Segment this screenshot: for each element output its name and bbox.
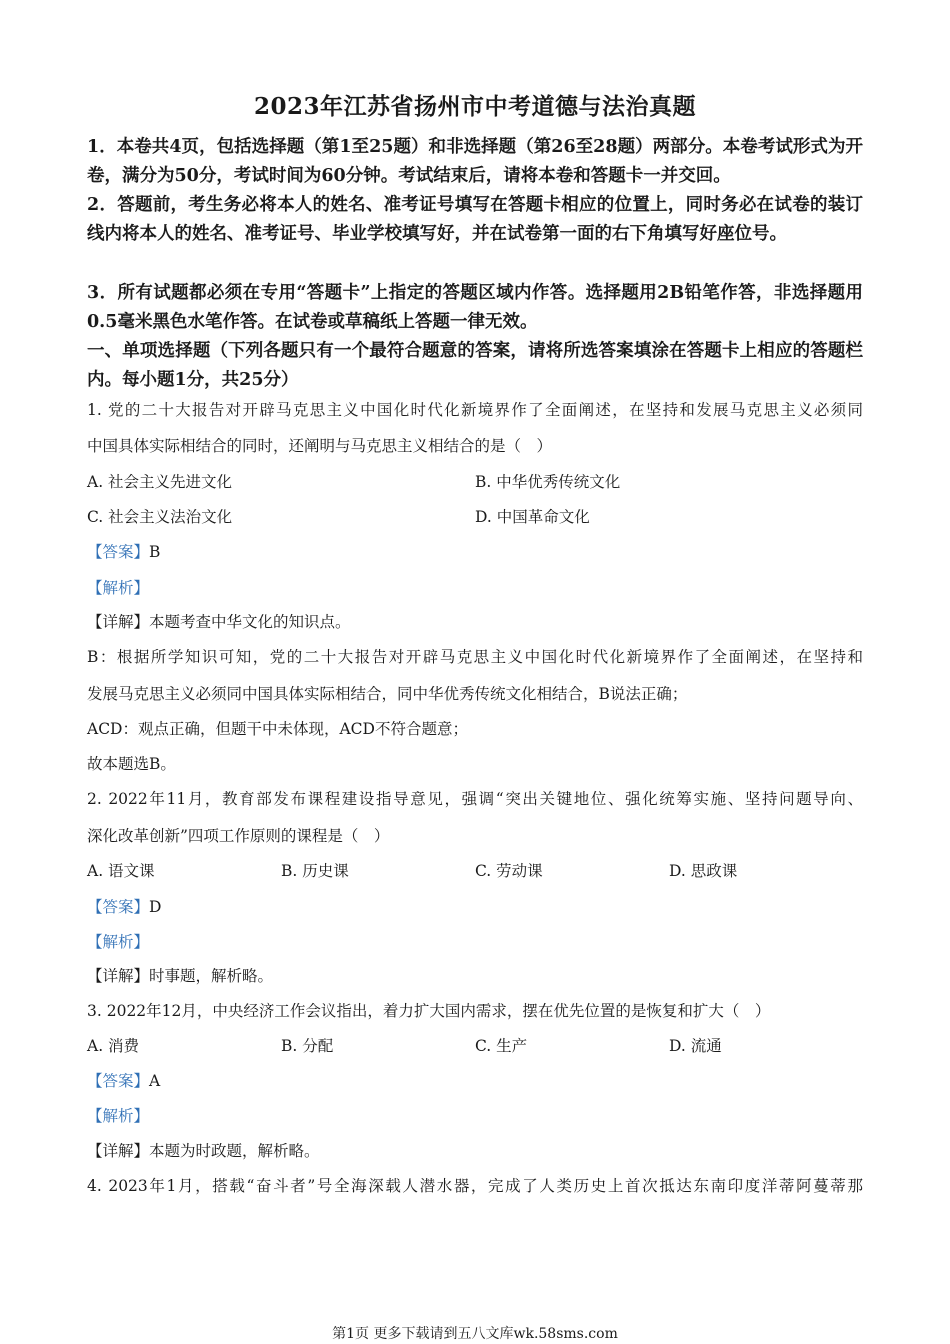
q2-option-d: D. 思政课 xyxy=(669,862,738,880)
q2-analysis xyxy=(87,932,149,952)
q1-explanation-line3: ACD：观点正确，但题干中未体现，ACD不符合题意； xyxy=(87,720,468,738)
detail-label: 【详解】 xyxy=(87,967,150,985)
analysis-label: 【解析】 xyxy=(87,579,150,597)
answer-label: 【答案】 xyxy=(87,898,150,916)
q2-option-a: A. 语文课 xyxy=(87,862,155,880)
notice-3: 3．所有试题都必须在专用“答题卡”上指定的答题区域内作答。选择题用2B铅笔作答，非选择题用0.5毫米黑色水笔作答。在试卷或草稿纸上答题一律无效。 xyxy=(87,283,863,332)
q3-analysis xyxy=(87,1106,149,1126)
analysis-label: 【解析】 xyxy=(87,933,150,951)
q2-answer-value: D xyxy=(149,898,162,916)
page-title: 2023年江苏省扬州市中考道德与法治真题 xyxy=(253,93,696,120)
q4-stem-line1: 4. 2023年1月，搭载“奋斗者”号全海深载人潜水器，完成了人类历史上首次抵达东南印度洋蒂阿蔓蒂那 xyxy=(87,1177,863,1195)
q1-option-b: B. 中华优秀传统文化 xyxy=(475,473,621,491)
q3-detail xyxy=(87,1141,320,1161)
detail-label: 【详解】 xyxy=(87,613,150,631)
q1-option-a: A. 社会主义先进文化 xyxy=(87,473,233,491)
q1-detail xyxy=(87,612,351,632)
q3-option-b: B. 分配 xyxy=(281,1037,334,1055)
q1-option-c: C. 社会主义法治文化 xyxy=(87,508,233,526)
notice-2: 2．答题前，考生务必将本人的姓名、准考证号填写在答题卡相应的位置上，同时务必在试卷的装订线内将本人的姓名、准考证号、毕业学校填写好，并在试卷第一面的右下角填写好座位号。 xyxy=(87,195,863,244)
q3-stem-line1: 3. 2022年12月，中央经济工作会议指出，着力扩大国内需求，摆在优先位置的是恢复和扩大（ ） xyxy=(87,1002,771,1020)
q1-option-d: D. 中国革命文化 xyxy=(475,508,590,526)
page-footer: 第1页 更多下载请到五八文库wk.58sms.com xyxy=(332,1326,618,1342)
section-heading: 一、单项选择题（下列各题只有一个最符合题意的答案，请将所选答案填涂在答题卡上相应的答题栏内。每小题1分，共25分） xyxy=(87,341,863,390)
q3-detail-text: 本题为时政题，解析略。 xyxy=(149,1142,320,1160)
q2-stem-line2: 深化改革创新”四项工作原则的课程是（ ） xyxy=(87,827,390,845)
q1-stem-line2: 中国具体实际相结合的同时，还阐明与马克思主义相结合的是（ ） xyxy=(87,437,553,455)
answer-label: 【答案】 xyxy=(87,543,150,561)
q2-answer xyxy=(87,897,161,917)
q3-option-a: A. 消费 xyxy=(87,1037,140,1055)
q1-answer-value: B xyxy=(149,543,161,561)
q1-explanation-line1: B：根据所学知识可知，党的二十大报告对开辟马克思主义中国化时代化新境界作了全面阐述，在坚持和 xyxy=(87,648,863,666)
q1-explanation-line2: 发展马克思主义必须同中国具体实际相结合，同中华优秀传统文化相结合，B说法正确； xyxy=(87,685,688,703)
answer-label: 【答案】 xyxy=(87,1072,150,1090)
q3-answer xyxy=(87,1071,160,1091)
q1-explanation-line4: 故本题选B。 xyxy=(87,755,176,773)
q2-option-b: B. 历史课 xyxy=(281,862,349,880)
q3-option-c: C. 生产 xyxy=(475,1037,528,1055)
q1-stem-line1: 1. 党的二十大报告对开辟马克思主义中国化时代化新境界作了全面阐述，在坚持和发展马克思主义必须同 xyxy=(87,401,863,419)
q3-option-d: D. 流通 xyxy=(669,1037,722,1055)
notice-1: 1．本卷共4页，包括选择题（第1至25题）和非选择题（第26至28题）两部分。本卷考试形式为开卷，满分为50分，考试时间为60分钟。考试结束后，请将本卷和答题卡一并交回。 xyxy=(87,137,863,186)
detail-label: 【详解】 xyxy=(87,1142,150,1160)
analysis-label: 【解析】 xyxy=(87,1107,150,1125)
q2-option-c: C. 劳动课 xyxy=(475,862,543,880)
q2-detail-text: 时事题，解析略。 xyxy=(149,967,274,985)
q2-stem-line1: 2. 2022年11月，教育部发布课程建设指导意见，强调“突出关键地位、强化统筹实施、坚持问题导向、 xyxy=(87,790,863,808)
q2-detail xyxy=(87,966,273,986)
q1-answer xyxy=(87,542,160,562)
q1-analysis xyxy=(87,578,149,598)
q3-answer-value: A xyxy=(149,1072,161,1090)
q1-detail-text: 本题考查中华文化的知识点。 xyxy=(149,613,351,631)
